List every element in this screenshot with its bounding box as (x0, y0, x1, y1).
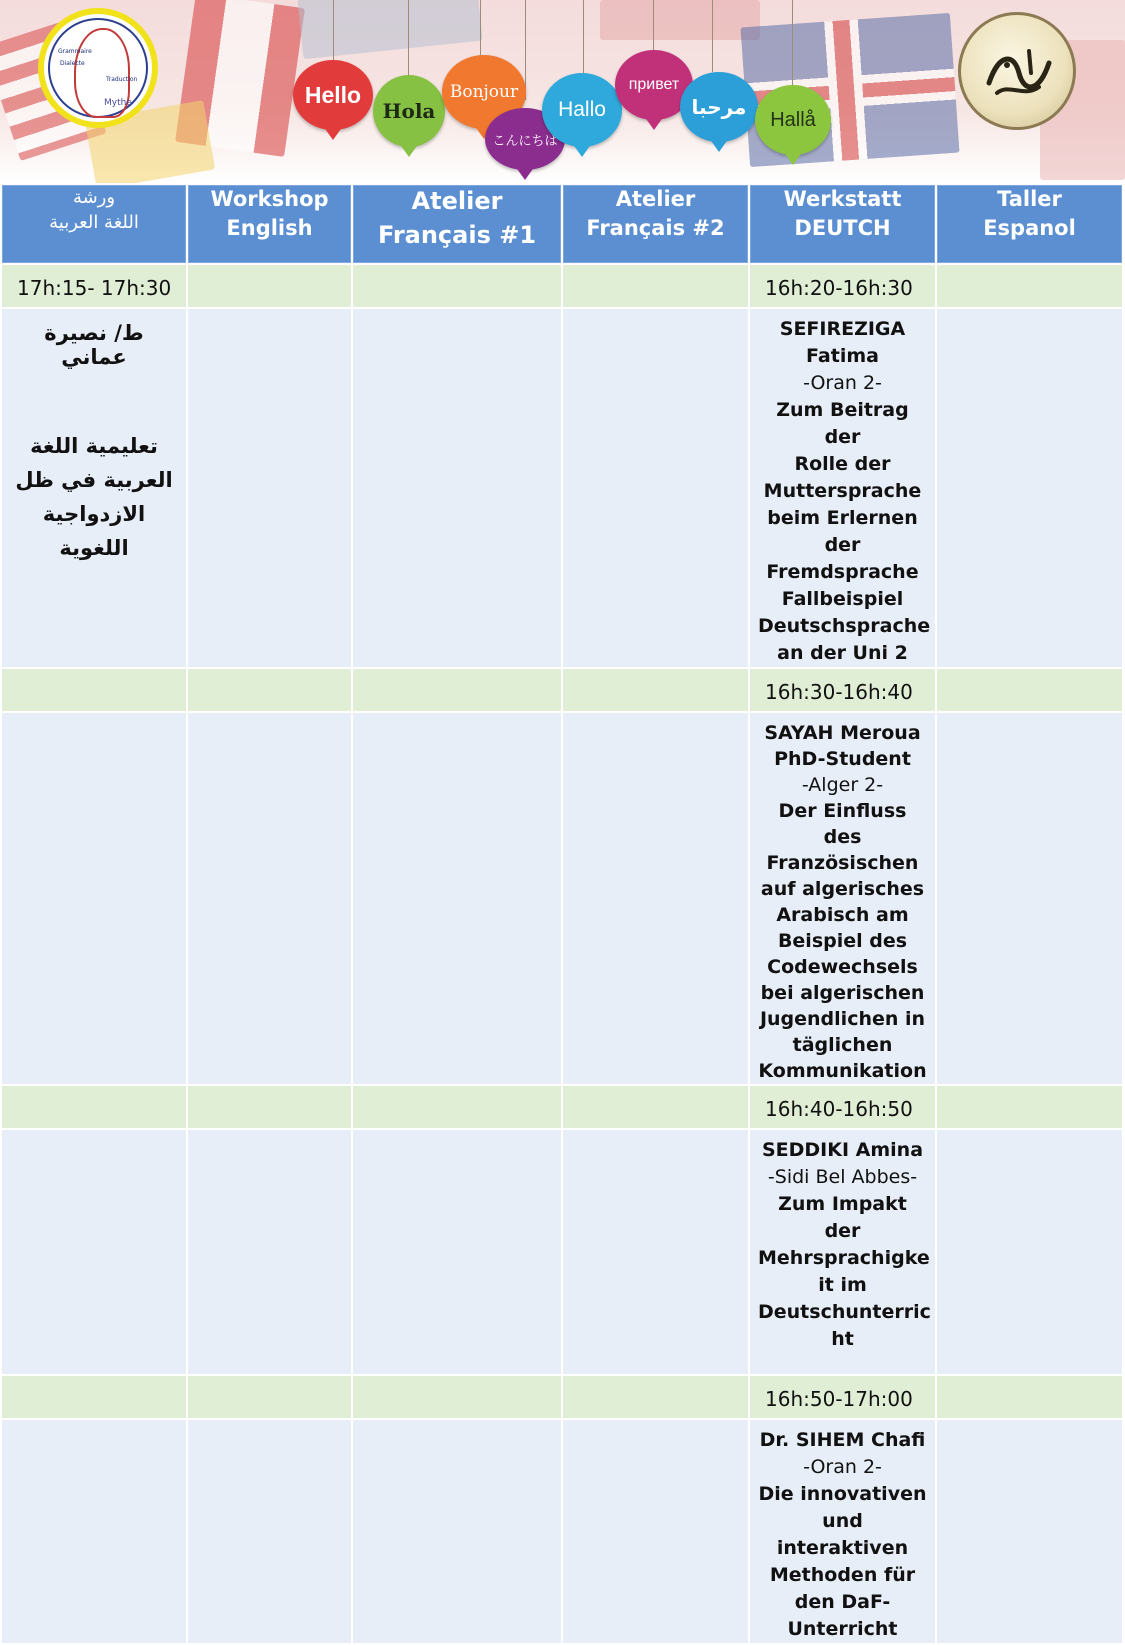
university-seal (958, 12, 1076, 130)
talk-title: Rolle der (794, 453, 891, 475)
flag-decoration (600, 0, 760, 40)
speaker-name: PhD-Student (774, 748, 911, 770)
talk-title: Jugendlichen in (759, 1008, 926, 1030)
flag-decoration (297, 0, 482, 59)
speech-bubble-hallo: Hallo (542, 73, 622, 147)
german-session-cell (749, 1129, 936, 1375)
talk-title: Zum Beitrag der (776, 399, 909, 448)
time-cell: 16h:30-16h:40 (749, 668, 936, 712)
german-session-cell (749, 308, 936, 668)
talk-title: Fallbeispiel (781, 588, 904, 610)
speech-bubble-bonjour: Bonjour (442, 55, 526, 129)
talk-title: تعليمية اللغة (30, 434, 158, 458)
talk-title: Die innovativen (758, 1483, 927, 1505)
talk-title: Arabisch am (776, 904, 909, 926)
talk-title: täglichen (792, 1034, 893, 1056)
speaker-name: SAYAH Meroua (764, 722, 921, 744)
speech-bubble-hola: Hola (373, 75, 445, 147)
talk-title: Unterricht (787, 1618, 898, 1640)
time-cell: 16h:20-16h:30 (749, 264, 936, 308)
talk-title: Beispiel des (777, 930, 908, 952)
header-arabic-workshop: ورشة اللغة العربية (1, 184, 187, 264)
talk-title: Fremdsprache (766, 561, 919, 583)
speech-bubble-privet: привет (615, 50, 693, 120)
speech-bubble-hello: Hello (293, 60, 373, 130)
talk-title: Deutschsprache (758, 615, 931, 637)
talk-title: Zum Impakt der (778, 1193, 907, 1242)
session-row (1, 1129, 1123, 1375)
talk-title: Deutschunterric (758, 1301, 931, 1323)
talk-title: auf algerisches (760, 878, 925, 900)
talk-title: bei algerischen (760, 982, 925, 1004)
session-row (1, 712, 1123, 1085)
talk-title: Kommunikation (758, 1060, 927, 1082)
header-german-workshop: Werkstatt DEUTCH (749, 184, 936, 264)
talk-title: Mehrsprachigke (758, 1247, 930, 1269)
german-session-cell (749, 712, 936, 1085)
speaker-affiliation: -Oran 2- (803, 372, 882, 394)
talk-title: it im (818, 1274, 867, 1296)
lab-logo: Grammaire Dialecte Traduction Mythe (38, 8, 158, 128)
talk-title: Der Einfluss des (778, 800, 907, 848)
talk-title: ht (831, 1328, 854, 1350)
talk-title: Methoden für (769, 1564, 916, 1586)
header-spanish-workshop: Taller Espanol (936, 184, 1123, 264)
header-row (1, 184, 1123, 264)
header-french-workshop-1: Atelier Français #1 (352, 184, 562, 264)
talk-title: Codewechsels (767, 956, 918, 978)
speaker-name: SEDDIKI Amina (761, 1139, 924, 1161)
speaker-affiliation: -Alger 2- (801, 774, 884, 796)
time-row (1, 1085, 1123, 1129)
time-row (1, 1375, 1123, 1419)
talk-title: العربية في ظل (15, 468, 173, 492)
time-cell: 16h:50-17h:00 (749, 1375, 936, 1419)
talk-title: der (824, 534, 861, 556)
speaker-affiliation: -Sidi Bel Abbes- (767, 1166, 918, 1188)
speech-bubble-halla: Hallå (755, 85, 831, 155)
time-cell: 17h:15- 17h:30 (1, 264, 187, 308)
header-french-workshop-2: Atelier Français #2 (562, 184, 749, 264)
speech-bubble-marhaba: مرحبا (680, 72, 758, 142)
speaker-name: SEFIREZIGA (779, 318, 906, 340)
talk-title: الازدواجية (42, 502, 146, 526)
talk-title: und interaktiven (776, 1510, 909, 1559)
header-english-workshop: Workshop English (187, 184, 352, 264)
session-row (1, 1419, 1123, 1644)
german-session-cell (749, 1419, 936, 1644)
talk-title: Französischen (766, 852, 919, 874)
talk-title: اللغوية (59, 536, 129, 560)
arabic-session-cell (1, 308, 187, 668)
speaker-name: Dr. SIHEM Chafi (759, 1429, 926, 1451)
speaker-name: ط/ نصيرة عماني (44, 321, 144, 369)
session-row (1, 308, 1123, 668)
speech-bubble-konnichiwa: こんにちは (485, 108, 565, 170)
time-row (1, 668, 1123, 712)
workshop-program-table (0, 183, 1124, 1645)
header-banner (0, 0, 1125, 183)
time-row (1, 264, 1123, 308)
speaker-name: Fatima (806, 345, 879, 367)
talk-title: beim Erlernen (767, 507, 918, 529)
calligraphy-icon (979, 43, 1059, 103)
time-cell: 16h:40-16h:50 (749, 1085, 936, 1129)
talk-title: den DaF- (794, 1591, 891, 1613)
talk-title: an der Uni 2 (777, 642, 908, 664)
talk-title: Muttersprache (763, 480, 922, 502)
speaker-affiliation: -Oran 2- (803, 1456, 882, 1478)
